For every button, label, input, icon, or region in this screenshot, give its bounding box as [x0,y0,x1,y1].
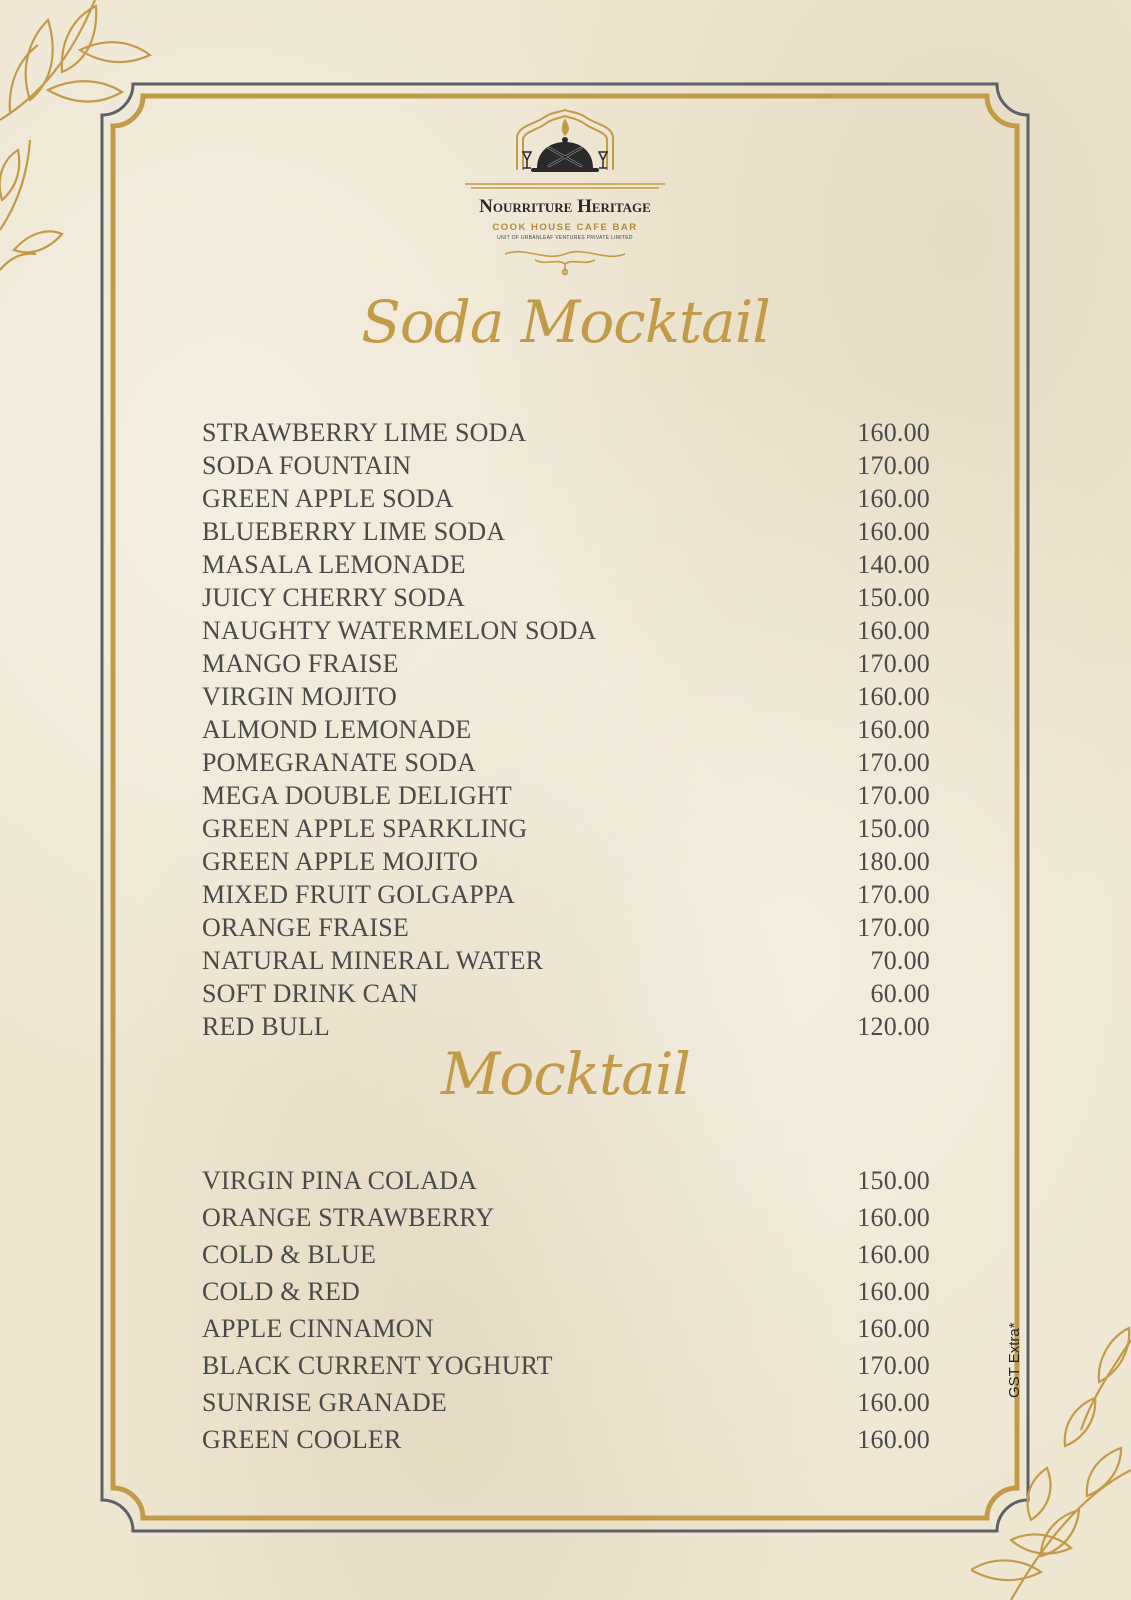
menu-item-name: ORANGE STRAWBERRY [202,1203,495,1232]
menu-item-name: GREEN APPLE SPARKLING [202,814,528,843]
menu-item-name: NAUGHTY WATERMELON SODA [202,616,597,645]
menu-item-price: 170.00 [857,781,930,810]
menu-item-name: POMEGRANATE SODA [202,748,477,777]
menu-item-name: VIRGIN PINA COLADA [202,1166,478,1195]
menu-item-name: VIRGIN MOJITO [202,682,397,711]
menu-item-price: 160.00 [857,616,930,645]
menu-item-price: 170.00 [857,1351,930,1380]
menu-item-name: MIXED FRUIT GOLGAPPA [202,880,516,909]
menu-item-price: 160.00 [857,1314,930,1343]
menu-item-name: STRAWBERRY LIME SODA [202,418,527,447]
menu-item [202,713,930,746]
menu-item-price: 170.00 [857,880,930,909]
menu-item [202,416,930,449]
menu-item-name: BLACK CURRENT YOGHURT [202,1351,553,1380]
menu-item [202,878,930,911]
menu-item [202,911,930,944]
menu-item-name: GREEN APPLE MOJITO [202,847,479,876]
gst-note: GST Extra* [1006,1322,1023,1398]
menu-item-name: MEGA DOUBLE DELIGHT [202,781,512,810]
menu-item-price: 120.00 [857,1012,930,1041]
menu-item-name: SUNRISE GRANADE [202,1388,447,1417]
menu-item [202,1310,930,1347]
menu-item [202,812,930,845]
menu-item [202,1347,930,1384]
menu-item [202,548,930,581]
menu-item-name: JUICY CHERRY SODA [202,583,465,612]
menu-item-name: SOFT DRINK CAN [202,979,419,1008]
menu-item [202,977,930,1010]
menu-item-price: 160.00 [857,484,930,513]
menu-item-name: GREEN APPLE SODA [202,484,454,513]
menu-item-price: 170.00 [857,649,930,678]
menu-item-price: 160.00 [857,682,930,711]
leaf-ornament-bottom-right [971,1320,1131,1600]
menu-item-price: 160.00 [857,418,930,447]
brand-name: Nourriture Heritage [479,196,651,217]
menu-item-price: 160.00 [857,517,930,546]
menu-item [202,581,930,614]
flourish-ornament [465,244,665,276]
menu-item [202,1236,930,1273]
menu-item [202,1162,930,1199]
menu-item-price: 170.00 [857,451,930,480]
menu-item-price: 160.00 [857,715,930,744]
menu-item-name: MANGO FRAISE [202,649,399,678]
menu-item-name: APPLE CINNAMON [202,1314,434,1343]
menu-item [202,647,930,680]
menu-item-price: 170.00 [857,748,930,777]
soda-mocktail-list [202,416,930,1043]
menu-item [202,482,930,515]
brand-tagline: COOK HOUSE CAFE BAR [492,222,638,233]
menu-item [202,1199,930,1236]
menu-item [202,1421,930,1458]
menu-item [202,746,930,779]
brand-company: UNIT OF URBANLEAF VENTURES PRIVATE LIMITED [497,235,633,241]
menu-item-name: ORANGE FRAISE [202,913,410,942]
menu-item-price: 160.00 [857,1203,930,1232]
menu-item-price: 70.00 [870,946,930,975]
menu-item-price: 160.00 [857,1240,930,1269]
brand-logo [465,108,665,278]
menu-item-name: RED BULL [202,1012,330,1041]
menu-item-name: COLD & RED [202,1277,360,1306]
menu-item-name: BLUEBERRY LIME SODA [202,517,506,546]
menu-item [202,1384,930,1421]
cloche-fork-spoon-icon [465,108,665,198]
menu-item [202,944,930,977]
menu-item [202,614,930,647]
menu-item-name: COLD & BLUE [202,1240,377,1269]
leaf-ornament-top-left [0,0,170,280]
menu-item-name: NATURAL MINERAL WATER [202,946,544,975]
menu-item-price: 160.00 [857,1425,930,1454]
menu-item-price: 140.00 [857,550,930,579]
menu-item-price: 60.00 [870,979,930,1008]
menu-item-name: ALMOND LEMONADE [202,715,472,744]
section-title-mocktail: Mocktail [441,1040,690,1108]
menu-item [202,1273,930,1310]
menu-item-price: 160.00 [857,1388,930,1417]
menu-item [202,449,930,482]
menu-item-price: 150.00 [857,814,930,843]
menu-item-name: MASALA LEMONADE [202,550,466,579]
menu-item-price: 150.00 [857,583,930,612]
menu-item [202,1010,930,1043]
menu-item-price: 160.00 [857,1277,930,1306]
menu-item [202,515,930,548]
menu-item-price: 150.00 [857,1166,930,1195]
menu-item [202,680,930,713]
menu-item [202,779,930,812]
menu-item-price: 180.00 [857,847,930,876]
mocktail-list [202,1162,930,1458]
section-title-soda-mocktail: Soda Mocktail [361,288,770,356]
menu-item-price: 170.00 [857,913,930,942]
menu-item-name: SODA FOUNTAIN [202,451,412,480]
menu-item [202,845,930,878]
menu-item-name: GREEN COOLER [202,1425,402,1454]
